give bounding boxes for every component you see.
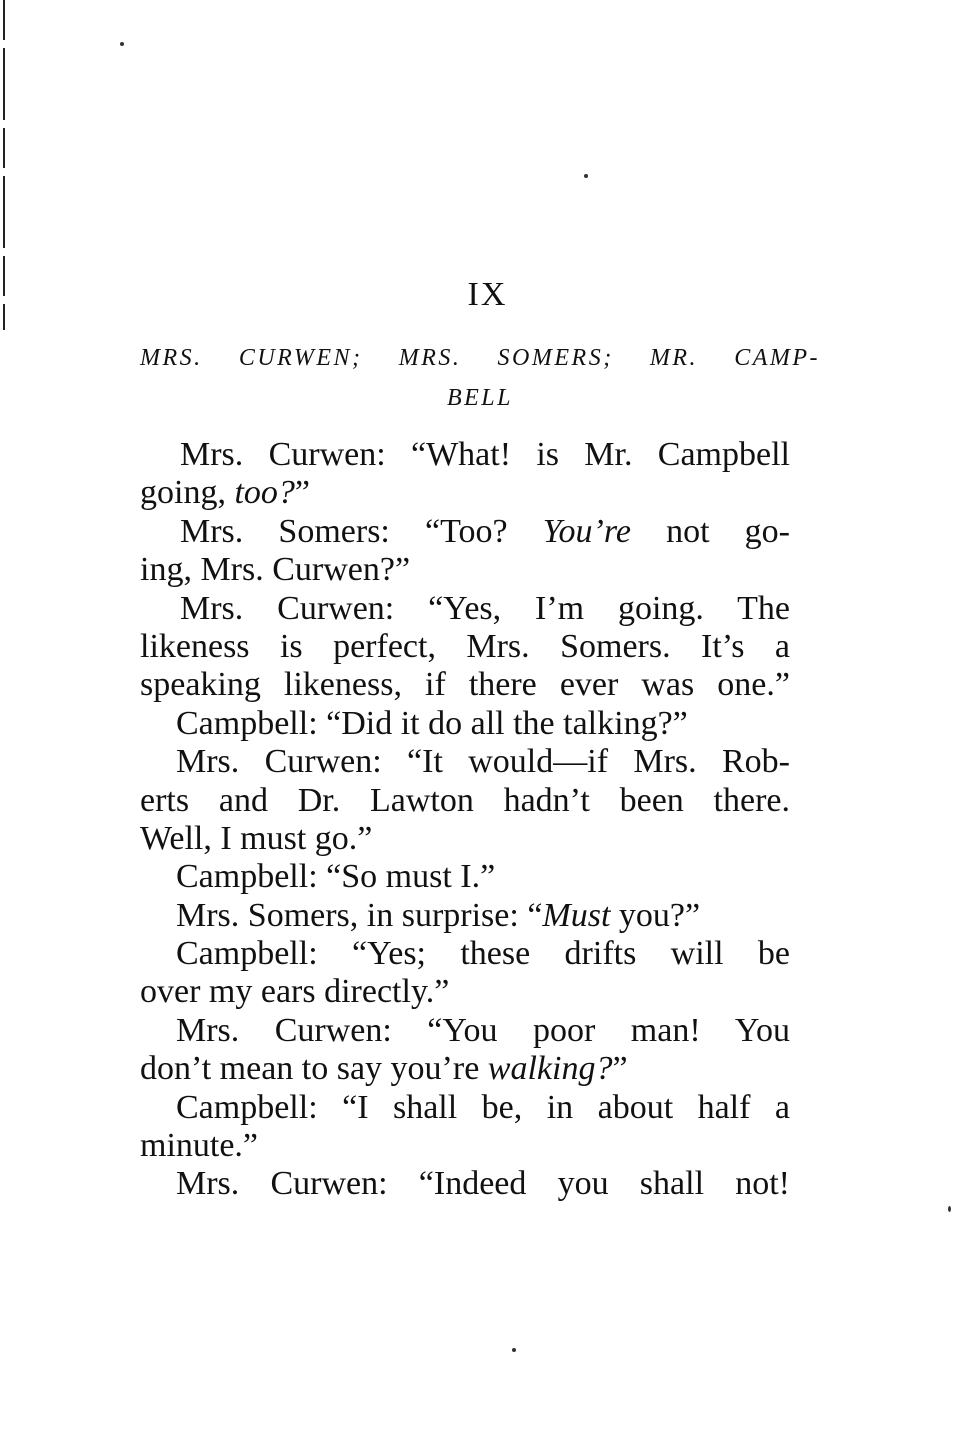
text-line: Campbell: “So must I.” <box>176 858 496 896</box>
text-line: erts and Dr. Lawton hadn’t been there. <box>140 781 790 819</box>
print-speck <box>584 174 588 178</box>
text-line: don’t mean to say you’re walking?” <box>140 1050 628 1088</box>
text-line: speaking likeness, if there ever was one.” <box>140 666 790 704</box>
text-line: Campbell: “Did it do all the talking?” <box>176 704 688 742</box>
print-speck <box>120 42 124 46</box>
text-line: Mrs. Curwen: “You poor man! You <box>176 1011 790 1049</box>
dialogue-text <box>140 436 790 1204</box>
text-line: ing, Mrs. Curwen?” <box>140 551 411 589</box>
scene-heading <box>140 338 820 418</box>
text-line: Mrs. Somers, in surprise: “Must you?” <box>176 896 701 934</box>
text-line: minute.” <box>140 1127 259 1165</box>
text-line: over my ears directly.” <box>140 973 450 1011</box>
text-line: Mrs. Curwen: “What! is Mr. Campbell <box>180 436 790 473</box>
print-speck <box>948 1206 951 1212</box>
text-line: going, too?” <box>140 474 310 512</box>
text-line: Mrs. Curwen: “It would—if Mrs. Rob- <box>176 743 790 781</box>
scene-heading-line-1: MRS. CURWEN; MRS. SOMERS; MR. CAMP- <box>140 345 820 371</box>
print-speck <box>512 1348 516 1352</box>
text-line: Mrs. Curwen: “Indeed you shall not! <box>176 1165 790 1203</box>
text-line: Campbell: “I shall be, in about half a <box>176 1088 790 1126</box>
scene-heading-line-2: BELL <box>446 385 513 411</box>
text-line: likeness is perfect, Mrs. Somers. It’s a <box>140 627 790 665</box>
text-line: Campbell: “Yes; these drifts will be <box>176 935 790 973</box>
text-line: Mrs. Somers: “Too? You’re not go- <box>180 512 790 550</box>
chapter-number: IX <box>467 276 508 313</box>
text-line: Well, I must go.” <box>140 819 373 857</box>
text-line: Mrs. Curwen: “Yes, I’m going. The <box>180 589 790 627</box>
